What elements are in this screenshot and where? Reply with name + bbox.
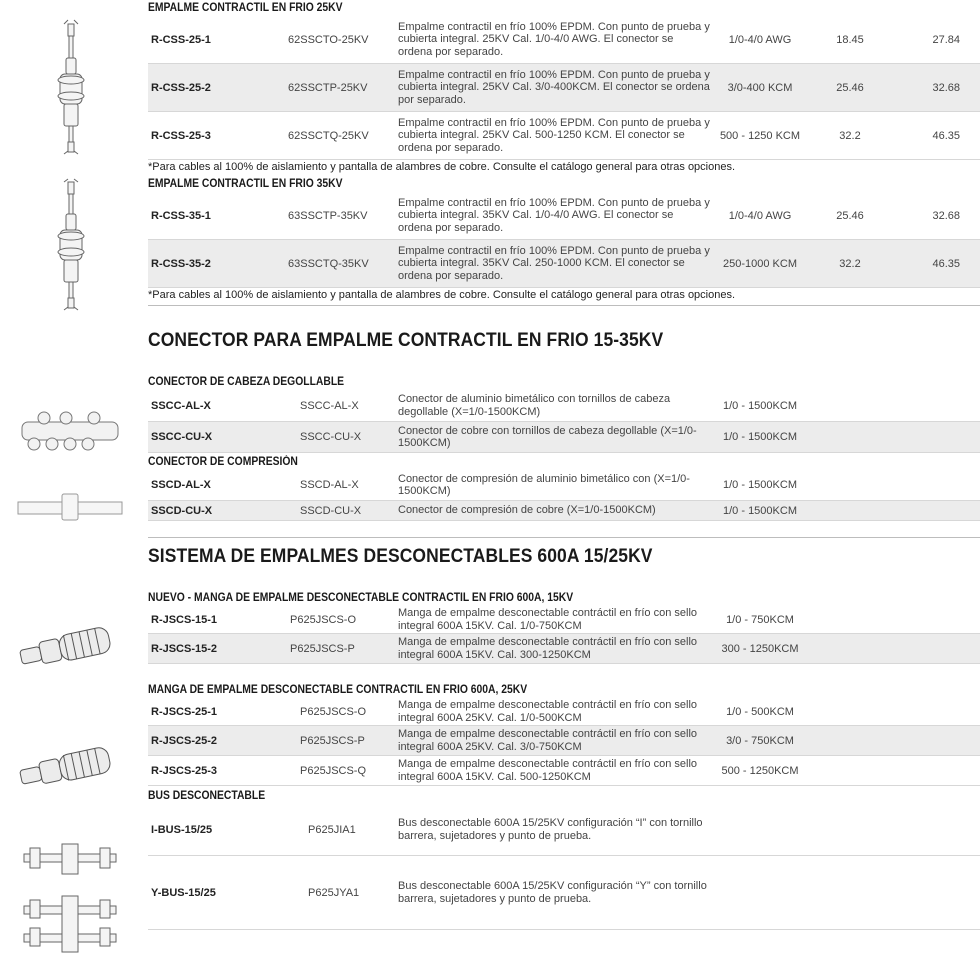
value-2: 46.35: [932, 129, 960, 142]
cable-range: 3/0 - 750KCM: [726, 734, 794, 747]
product-description: Manga de empalme desconectable contráctil en frío con sello integral 600A 15KV. Cal. 300-1250KCM: [398, 636, 698, 661]
section-title: CONECTOR PARA EMPALME CONTRACTIL EN FRIO 15-35KV: [148, 330, 664, 351]
table-row: [148, 422, 980, 453]
compression-connector-image: [0, 490, 140, 524]
value-1: 25.46: [836, 81, 864, 94]
product-description: Conector de cobre con tornillos de cabeza degollable (X=1/0-1500KCM): [398, 424, 697, 449]
catalog-number: SSCC-CU-X: [151, 431, 213, 443]
table-row: [148, 240, 980, 288]
product-description: Bus desconectable 600A 15/25KV configuración “I” con tornillo barrera, sujetadores y punto de prueba.: [398, 817, 703, 842]
divider: [148, 537, 980, 538]
subsection-title: CONECTOR DE CABEZA DEGOLLABLE: [148, 376, 345, 388]
section-empalme-25kv: [148, 0, 980, 174]
table-row: [148, 698, 980, 726]
cable-range: 1/0 - 1500KCM: [723, 431, 797, 443]
table-row: [148, 192, 980, 240]
section-title: SISTEMA DE EMPALMES DESCONECTABLES 600A 15/25KV: [148, 546, 653, 567]
product-description: Conector de aluminio bimetálico con tornillos de cabeza degollable (X=1/0-1500KCM): [398, 393, 671, 418]
product-code: SSCC-AL-X: [300, 399, 359, 412]
value-1: 18.45: [836, 33, 864, 46]
product-description: Conector de compresión de aluminio bimetálico con (X=1/0-1500KCM): [398, 472, 690, 497]
subsection-title: CONECTOR DE COMPRESIÓN: [148, 456, 298, 468]
product-code: P625JSCS-O: [300, 705, 367, 718]
table-row: [148, 634, 980, 664]
catalog-number: R-JSCS-25-2: [151, 734, 218, 747]
product-code: P625JIA1: [308, 823, 356, 836]
table-row: [148, 606, 980, 634]
cable-range: 250-1000 KCM: [723, 257, 797, 270]
value-2: 32.68: [932, 209, 960, 222]
product-code: 62SSCTP-25KV: [288, 81, 368, 94]
catalog-number: R-CSS-35-2: [151, 257, 211, 270]
subsection-title: EMPALME CONTRACTIL EN FRIO 35KV: [148, 178, 343, 190]
shear-bolt-connector-image: [0, 408, 140, 458]
disconnectable-splice-15kv-image: [0, 622, 140, 672]
product-description: Bus desconectable 600A 15/25KV configuración “Y” con tornillo barrera, sujetadores y punto de prueba.: [398, 880, 707, 905]
product-code: 62SSCTQ-25KV: [288, 129, 369, 142]
i-bus-image: [0, 842, 140, 876]
cable-range: 1/0 - 500KCM: [726, 705, 794, 718]
cable-range: 500 - 1250KCM: [721, 764, 799, 777]
catalog-number: R-JSCS-25-1: [151, 705, 218, 718]
table-row: [148, 804, 980, 856]
splice-35kv-image: [0, 178, 140, 314]
table-row: [148, 390, 980, 422]
product-description: Manga de empalme desconectable contráctil en frío con sello integral 600A 25KV. Cal. 1/0-500KCM: [398, 699, 698, 724]
table-row: [148, 112, 980, 160]
product-code: P625JYA1: [308, 886, 360, 899]
product-code: P625JSCS-Q: [300, 764, 367, 777]
product-code: P625JSCS-P: [290, 642, 355, 655]
cable-range: 1/0-4/0 AWG: [728, 209, 792, 222]
table-row: [148, 64, 980, 112]
cable-range: 300 - 1250KCM: [721, 642, 799, 655]
catalog-number: SSCD-AL-X: [151, 479, 211, 491]
product-description: Empalme contractil en frío 100% EPDM. Con punto de prueba y cubierta integral. 25KV Cal. 3/0-400KCM. El conector se ordena por separado.: [398, 68, 710, 106]
product-code: SSCD-CU-X: [300, 504, 362, 517]
product-description: Empalme contractil en frío 100% EPDM. Con punto de prueba y cubierta integral. 25KV Cal. 500-1250 KCM. El conector se ordena por separado.: [398, 116, 710, 154]
value-2: 46.35: [932, 257, 960, 270]
cable-range: 1/0 - 750KCM: [726, 613, 794, 626]
product-description: Manga de empalme desconectable contráctil en frío con sello integral 600A 15KV. Cal. 500-1250KCM: [398, 758, 698, 783]
catalog-number: R-CSS-25-3: [151, 129, 211, 142]
disconnectable-splice-25kv-image: [0, 742, 140, 792]
splice-25kv-image: [0, 18, 140, 158]
section-conector: [148, 328, 980, 538]
divider: [148, 305, 980, 306]
product-description: Empalme contractil en frío 100% EPDM. Con punto de prueba y cubierta integral. 35KV Cal. 1/0-4/0 AWG. El conector se ordena por separado.: [398, 196, 710, 234]
catalog-number: I-BUS-15/25: [151, 823, 213, 836]
value-2: 27.84: [932, 33, 960, 46]
product-code: SSCC-CU-X: [300, 431, 362, 443]
value-1: 32.2: [839, 257, 861, 270]
product-code: P625JSCS-O: [290, 613, 357, 626]
catalog-number: R-JSCS-15-2: [151, 642, 218, 655]
cable-range: 500 - 1250 KCM: [719, 129, 801, 142]
table-row: [148, 501, 980, 521]
catalog-number: R-JSCS-15-1: [151, 613, 218, 626]
table-row: [148, 726, 980, 756]
catalog-number: SSCD-CU-X: [151, 504, 213, 517]
value-2: 32.68: [932, 81, 960, 94]
catalog-number: Y-BUS-15/25: [151, 886, 216, 899]
product-description: Empalme contractil en frío 100% EPDM. Con punto de prueba y cubierta integral. 35KV Cal. 250-1000 KCM. El conector se ordena por separado.: [398, 244, 710, 282]
catalog-number: R-CSS-25-1: [151, 33, 211, 46]
cable-range: 1/0-4/0 AWG: [728, 33, 792, 46]
product-description: Manga de empalme desconectable contráctil en frío con sello integral 600A 25KV. Cal. 3/0-750KCM: [398, 728, 698, 753]
section-empalme-35kv: [148, 176, 980, 306]
product-code: SSCD-AL-X: [300, 479, 359, 491]
subsection-title: EMPALME CONTRACTIL EN FRIO 25KV: [148, 2, 343, 14]
product-description: Conector de compresión de cobre (X=1/0-1500KCM): [398, 504, 656, 517]
catalog-number: SSCC-AL-X: [151, 399, 211, 412]
value-1: 25.46: [836, 209, 864, 222]
catalog-number: R-CSS-35-1: [151, 209, 211, 222]
table-row: [148, 756, 980, 786]
cable-range: 1/0 - 1500KCM: [723, 504, 797, 517]
table-row: [148, 16, 980, 64]
subsection-title: BUS DESCONECTABLE: [148, 790, 266, 802]
footnote: *Para cables al 100% de aislamiento y pantalla de alambres de cobre. Consulte el catálogo general para otras opciones.: [148, 161, 736, 173]
table-row: [148, 856, 980, 930]
product-code: 63SSCTQ-35KV: [288, 257, 369, 270]
value-1: 32.2: [839, 129, 861, 142]
product-code: 63SSCTP-35KV: [288, 209, 368, 222]
product-code: 62SSCTO-25KV: [288, 33, 369, 46]
product-code: P625JSCS-P: [300, 734, 365, 747]
section-sistema: [148, 544, 980, 930]
footnote: *Para cables al 100% de aislamiento y pantalla de alambres de cobre. Consulte el catálogo general para otras opciones.: [148, 289, 736, 301]
product-description: Empalme contractil en frío 100% EPDM. Con punto de prueba y cubierta integral. 25KV Cal. 1/0-4/0 AWG. El conector se ordena por separado.: [398, 20, 710, 58]
cable-range: 3/0-400 KCM: [727, 81, 793, 94]
subsection-title: NUEVO - MANGA DE EMPALME DESCONECTABLE CONTRACTIL EN FRIO 600A, 15KV: [148, 592, 574, 604]
catalog-number: R-CSS-25-2: [151, 81, 211, 94]
cable-range: 1/0 - 1500KCM: [723, 479, 797, 491]
subsection-title: MANGA DE EMPALME DESCONECTABLE CONTRACTIL EN FRIO 600A, 25KV: [148, 684, 528, 696]
y-bus-image: [0, 892, 140, 956]
table-row: [148, 470, 980, 501]
product-description: Manga de empalme desconectable contráctil en frío con sello integral 600A 15KV. Cal. 1/0-750KCM: [398, 607, 698, 632]
catalog-number: R-JSCS-25-3: [151, 764, 218, 777]
cable-range: 1/0 - 1500KCM: [723, 399, 797, 412]
